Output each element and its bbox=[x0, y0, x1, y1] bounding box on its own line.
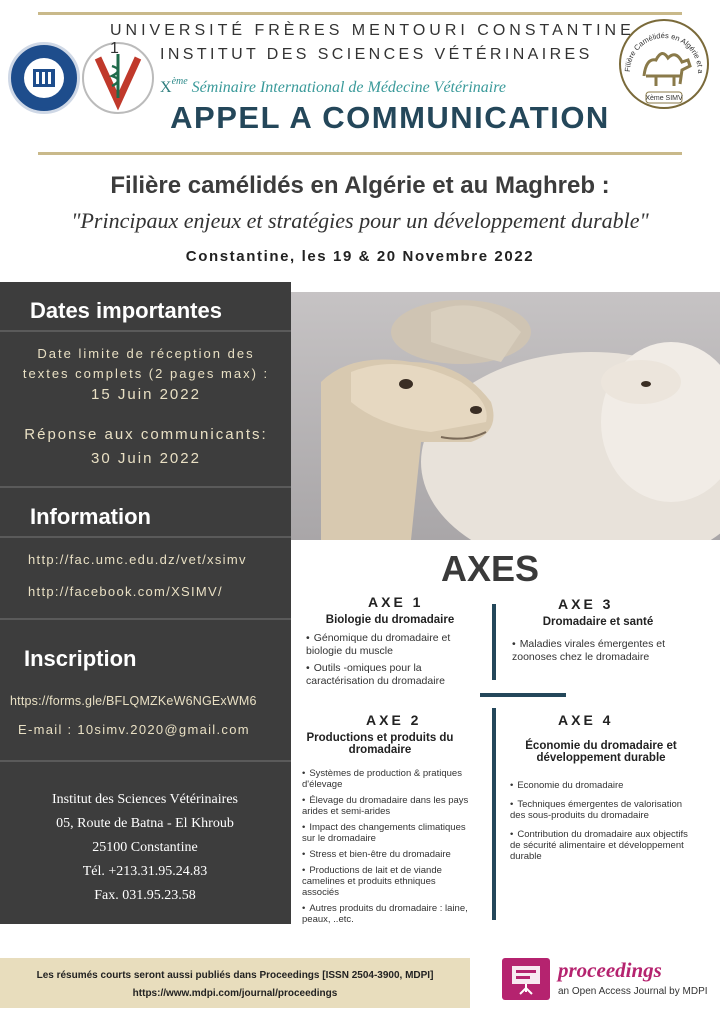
axe2-label: AXE 2 bbox=[366, 712, 422, 728]
dates-heading: Dates importantes bbox=[30, 298, 222, 323]
list-item: • Outils -omiques pour la caractérisation du dromadaire bbox=[306, 662, 486, 687]
presentation-board-icon bbox=[502, 958, 550, 1000]
axes-vertical-divider bbox=[492, 604, 496, 680]
axes-heading: AXES bbox=[440, 548, 540, 589]
proceedings-logo bbox=[502, 958, 550, 1000]
side-divider bbox=[0, 618, 291, 620]
form-link[interactable]: https://forms.gle/BFLQMZKeW6NGExWM6 bbox=[10, 694, 257, 708]
camel-seal-icon bbox=[616, 14, 712, 114]
seminar-ordinal: ème bbox=[171, 76, 188, 87]
response-date: 30 Juin 2022 bbox=[91, 450, 201, 467]
camel-image bbox=[291, 292, 720, 540]
axe1-label: AXE 1 bbox=[368, 594, 424, 610]
top-rule bbox=[38, 12, 682, 15]
list-item: • Élevage du dromadaire dans les pays arides et semi-arides bbox=[302, 795, 474, 817]
address-block bbox=[20, 788, 270, 908]
side-panel bbox=[0, 282, 291, 924]
university-logo bbox=[8, 42, 80, 114]
proceedings-brand: proceedings bbox=[558, 958, 662, 982]
axe2-subtitle: Productions et produits du dromadaire bbox=[306, 732, 454, 756]
address-line: Fax. 031.95.23.58 bbox=[94, 888, 196, 903]
place-date: Constantine, les 19 & 20 Novembre 2022 bbox=[185, 248, 535, 265]
list-item: • Stress et bien-être du dromadaire bbox=[302, 849, 474, 860]
page-title: APPEL A COMMUNICATION bbox=[170, 100, 610, 135]
response-text: Réponse aux communicants: bbox=[24, 426, 268, 443]
axe3-list bbox=[512, 638, 702, 668]
website-link[interactable]: http://fac.umc.edu.dz/vet/xsimv bbox=[28, 552, 247, 567]
axe1-subtitle: Biologie du dromadaire bbox=[325, 614, 455, 626]
footer-text: Les résumés courts seront aussi publiés dans Proceedings [ISSN 2504-3900, MDPI] bbox=[36, 970, 434, 981]
university-logo-icon bbox=[11, 45, 77, 111]
camel-photo bbox=[291, 292, 720, 540]
footer-banner bbox=[0, 958, 470, 1008]
list-item: • Génomique du dromadaire et biologie du muscle bbox=[306, 632, 486, 657]
deadline-text-2: textes complets (2 pages max) : bbox=[22, 366, 270, 381]
list-item: • Productions de lait et de viande camelines et produits ethniques associés bbox=[302, 865, 474, 898]
list-item: • Maladies virales émergentes et zoonoses chez le dromadaire bbox=[512, 638, 702, 663]
theme-title: Filière camélidés en Algérie et au Maghreb : bbox=[110, 172, 610, 199]
axe1-list bbox=[306, 632, 486, 692]
address-line: 25100 Constantine bbox=[92, 840, 198, 855]
email-link[interactable]: E-mail : 10simv.2020@gmail.com bbox=[18, 722, 250, 737]
axe4-subtitle: Économie du dromadaire et développement durable bbox=[525, 740, 677, 764]
axe2-list bbox=[302, 768, 474, 930]
axes-horizontal-divider bbox=[480, 693, 566, 697]
institute-name: INSTITUT DES SCIENCES VÉTÉRINAIRES bbox=[160, 46, 593, 63]
deadline-date: 15 Juin 2022 bbox=[91, 386, 201, 403]
axe4-label: AXE 4 bbox=[558, 712, 614, 728]
list-item: • Contribution du dromadaire aux objectifs de sécurité alimentaire et développement durable bbox=[510, 829, 688, 862]
title-rule bbox=[38, 152, 682, 155]
seal-tag: Xème SIMV bbox=[645, 95, 683, 102]
side-divider bbox=[0, 486, 291, 488]
deadline-text-1: Date limite de réception des bbox=[37, 346, 255, 361]
address-line: Institut des Sciences Vétérinaires bbox=[52, 792, 238, 807]
seminar-line bbox=[160, 76, 610, 97]
axe4-list bbox=[510, 780, 688, 867]
inscription-heading: Inscription bbox=[24, 646, 137, 671]
seal-arc-text: Filière Camélidés en Algérie et a bbox=[622, 30, 706, 74]
list-item: • Impact des changements climatiques sur le dromadaire bbox=[302, 822, 474, 844]
list-item: • Economie du dromadaire bbox=[510, 780, 688, 791]
university-name: UNIVERSITÉ FRÈRES MENTOURI CONSTANTINE 1 bbox=[110, 22, 635, 57]
axe3-subtitle: Dromadaire et santé bbox=[542, 616, 654, 628]
list-item: • Techniques émergentes de valorisation des sous-produits du dromadaire bbox=[510, 799, 688, 821]
proceedings-tagline: an Open Access Journal by MDPI bbox=[558, 986, 708, 997]
side-divider bbox=[0, 760, 291, 762]
side-divider bbox=[0, 536, 291, 538]
side-divider bbox=[0, 330, 291, 332]
list-item: • Autres produits du dromadaire : laine, peaux, ..etc. bbox=[302, 903, 474, 925]
facebook-link[interactable]: http://facebook.com/XSIMV/ bbox=[28, 584, 223, 599]
axe3-label: AXE 3 bbox=[558, 596, 614, 612]
information-heading: Information bbox=[30, 504, 151, 529]
footer-link[interactable]: https://www.mdpi.com/journal/proceedings bbox=[132, 988, 338, 999]
address-line: Tél. +213.31.95.24.83 bbox=[82, 864, 208, 879]
theme-subtitle: "Principaux enjeux et stratégies pour un développement durable" bbox=[71, 208, 649, 233]
list-item: • Systèmes de production & pratiques d'élevage bbox=[302, 768, 474, 790]
address-line: 05, Route de Batna - El Khroub bbox=[56, 816, 234, 831]
axes-vertical-divider bbox=[492, 708, 496, 920]
simv-logo bbox=[616, 14, 712, 114]
seminar-title: Séminaire International de Médecine Vétérinaire bbox=[191, 79, 506, 96]
seminar-number: X bbox=[160, 79, 172, 96]
